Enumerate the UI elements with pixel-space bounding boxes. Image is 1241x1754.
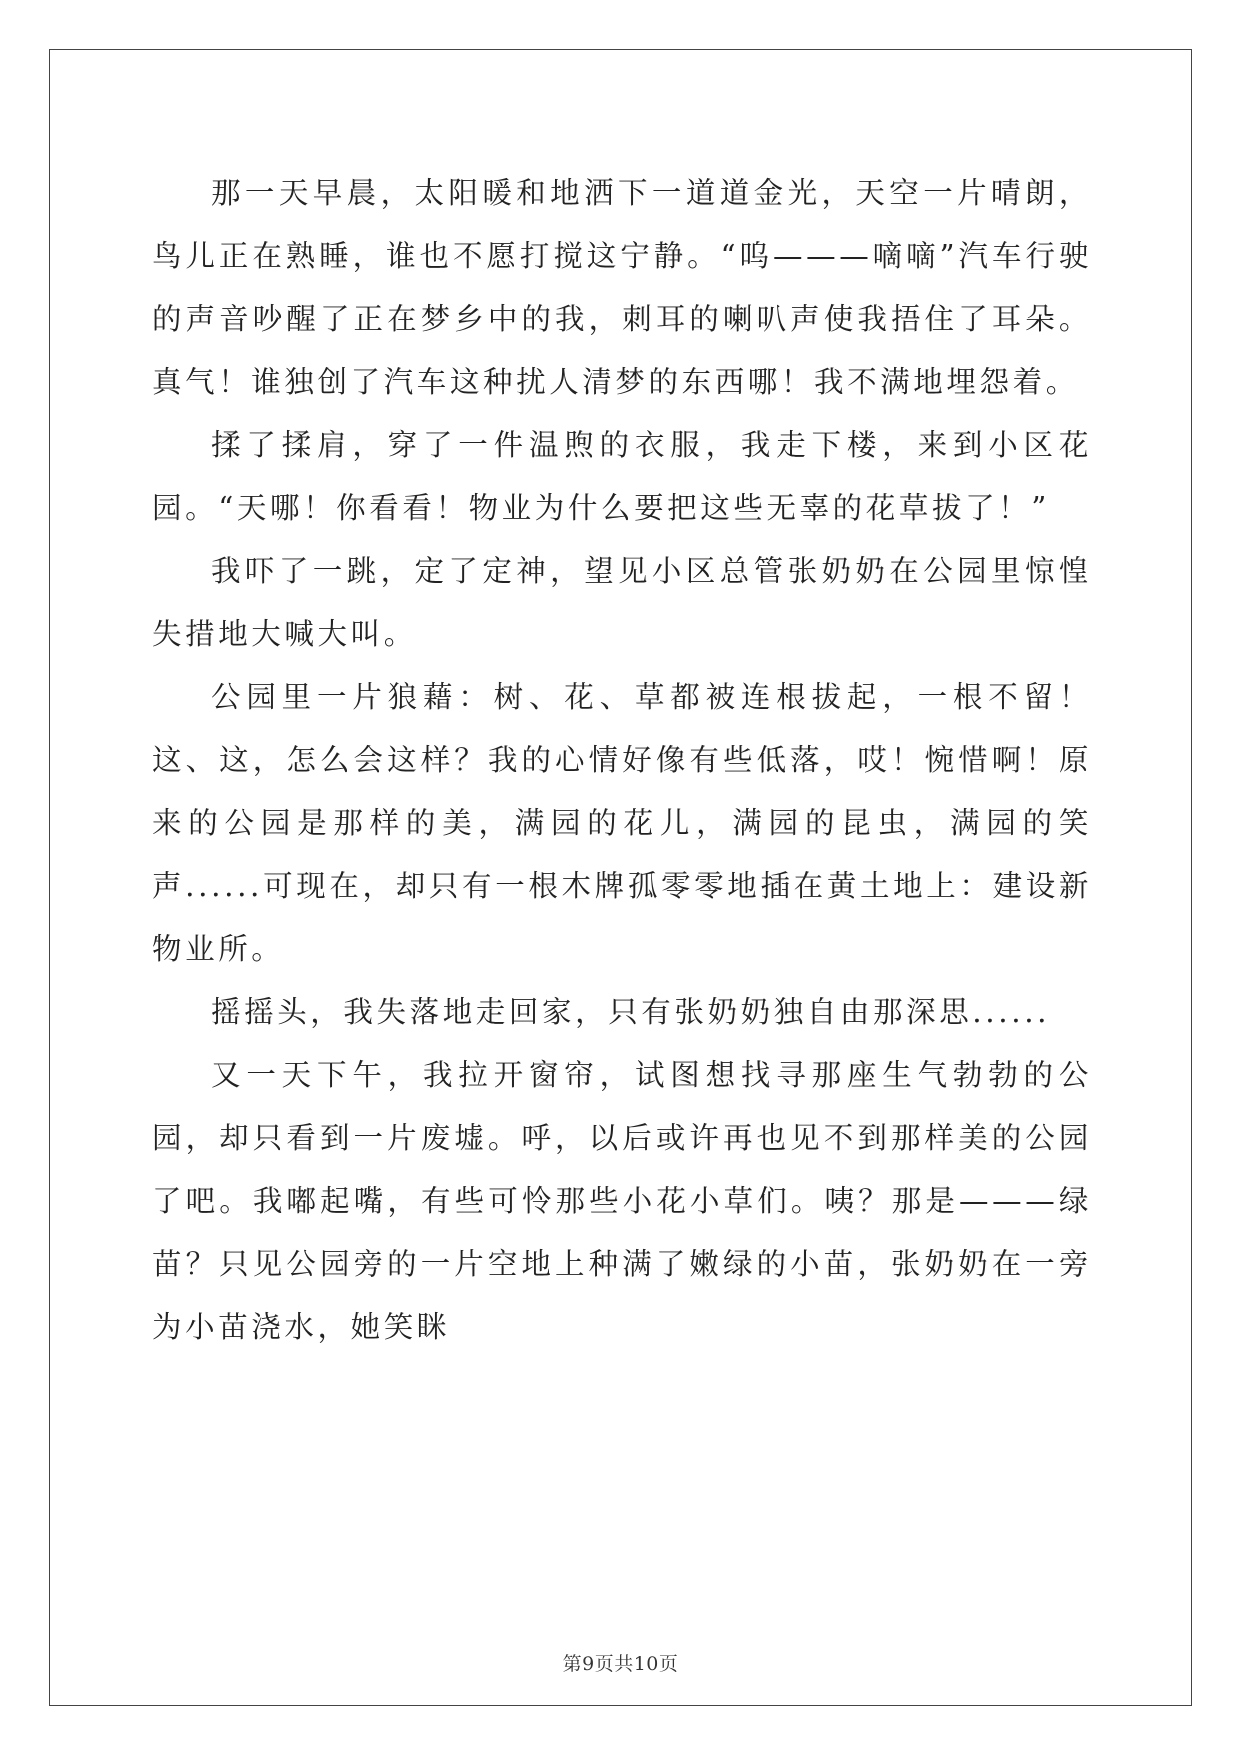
paragraph: 揉了揉肩，穿了一件温煦的衣服，我走下楼，来到小区花园。“天哪！你看看！物业为什么要把这些无辜的花草拔了！” (152, 428, 1092, 525)
page-footer (0, 1649, 1241, 1676)
paragraph: 那一天早晨，太阳暖和地洒下一道道金光，天空一片晴朗，鸟儿正在熟睡，谁也不愿打搅这宁静。“呜———嘀嘀”汽车行驶的声音吵醒了正在梦乡中的我，刺耳的喇叭声使我捂住了耳朵。真气！谁独创了汽车这种扰人清梦的东西哪！我不满地埋怨着。 (152, 176, 1092, 399)
page-total: 共10页 (614, 1653, 679, 1675)
paragraph: 我吓了一跳，定了定神，望见小区总管张奶奶在公园里惊惶失措地大喊大叫。 (152, 554, 1092, 651)
document-body (152, 162, 1092, 1359)
paragraph: 又一天下午，我拉开窗帘，试图想找寻那座生气勃勃的公园，却只看到一片废墟。呼，以后或许再也见不到那样美的公园了吧。我嘟起嘴，有些可怜那些小花小草们。咦？那是———绿苗？只见公园旁的一片空地上种满了嫩绿的小苗，张奶奶在一旁为小苗浇水，她笑眯 (152, 1058, 1092, 1344)
paragraph: 公园里一片狼藉：树、花、草都被连根拔起，一根不留！这、这，怎么会这样？我的心情好像有些低落，哎！惋惜啊！原来的公园是那样的美，满园的花儿，满园的昆虫，满园的笑声......可现在，却只有一根木牌孤零零地插在黄土地上：建设新物业所。 (152, 680, 1092, 966)
paragraph: 摇摇头，我失落地走回家，只有张奶奶独自由那深思...... (211, 995, 1051, 1029)
page-number: 第9页 (562, 1653, 615, 1675)
